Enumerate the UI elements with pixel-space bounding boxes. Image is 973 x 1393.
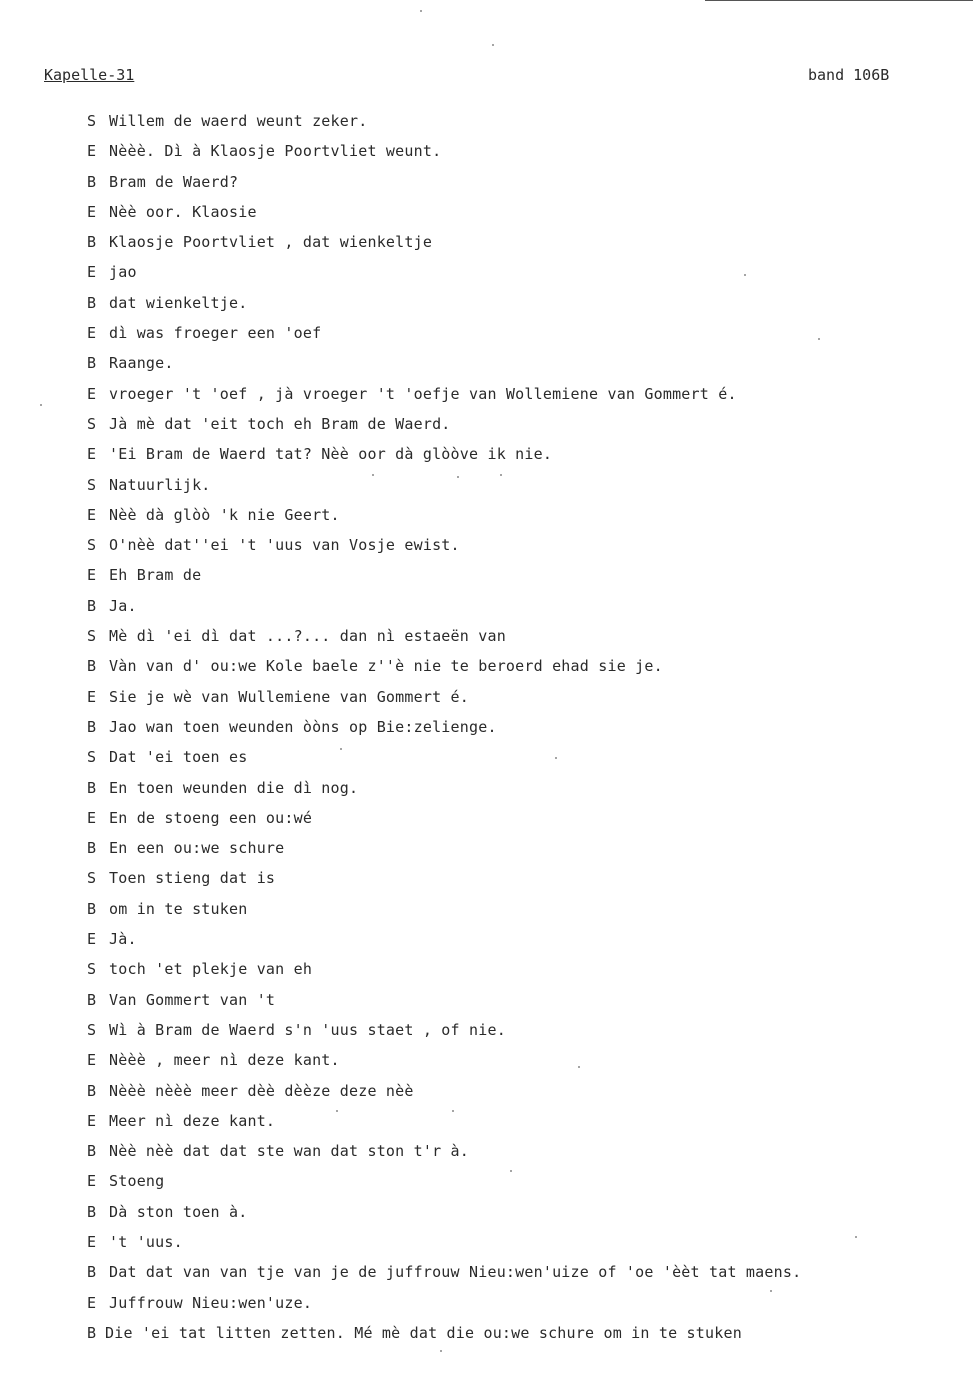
transcript-line <box>87 591 801 621</box>
speaker-label: S <box>87 869 97 888</box>
scan-speck <box>818 338 820 340</box>
utterance-text: Stoeng <box>109 1172 165 1191</box>
transcript-line <box>87 560 801 590</box>
speaker-label: B <box>87 657 97 676</box>
speaker-label: B <box>87 717 97 736</box>
speaker-label: S <box>87 1020 97 1039</box>
transcript-line <box>87 439 801 469</box>
speaker-label: E <box>87 324 97 343</box>
speaker-label: S <box>87 748 97 767</box>
scan-speck <box>770 1290 772 1292</box>
speaker-label: B <box>87 839 97 858</box>
speaker-label: B <box>87 172 97 191</box>
transcript-line <box>87 167 801 197</box>
speaker-label: S <box>87 627 97 646</box>
transcript-line <box>87 924 801 954</box>
utterance-text: Nèè nèè dat dat ste wan dat ston t'r à. <box>109 1142 469 1161</box>
speaker-label: S <box>87 536 97 555</box>
document-title: Kapelle-31 <box>44 66 135 84</box>
speaker-label: E <box>87 505 97 524</box>
transcript-line <box>87 682 801 712</box>
scan-speck <box>457 476 459 478</box>
scan-speck <box>340 748 342 750</box>
speaker-label: B <box>87 899 97 918</box>
utterance-text: 't 'uus. <box>109 1232 183 1251</box>
scan-speck <box>420 10 422 12</box>
utterance-text: Jà. <box>109 930 137 949</box>
utterance-text: Jao wan toen weunden òòns op Bie:zelienge. <box>109 717 497 736</box>
transcript-line <box>87 863 801 893</box>
transcript-line <box>87 1257 801 1287</box>
speaker-label: E <box>87 263 97 282</box>
utterance-text: Van Gommert van 't <box>109 990 276 1009</box>
scan-speck <box>855 1236 857 1238</box>
scan-speck <box>510 1170 512 1172</box>
utterance-text: Klaosje Poortvliet , dat wienkeltje <box>109 233 433 252</box>
utterance-text: Meer nì deze kant. <box>109 1111 276 1130</box>
transcript-line <box>87 833 801 863</box>
scan-speck <box>492 44 494 46</box>
speaker-label: E <box>87 384 97 403</box>
utterance-text: om in te stuken <box>109 899 248 918</box>
speaker-label: B <box>87 596 97 615</box>
speaker-label: S <box>87 475 97 494</box>
transcript-line <box>87 409 801 439</box>
utterance-text: Sie je wè van Wullemiene van Gommert é. <box>109 687 469 706</box>
utterance-text: Eh Bram de <box>109 566 202 585</box>
speaker-label: E <box>87 1111 97 1130</box>
speaker-label: B <box>87 778 97 797</box>
transcript-line <box>87 1197 801 1227</box>
speaker-label: E <box>87 1172 97 1191</box>
transcript-line <box>87 136 801 166</box>
transcript-line <box>87 197 801 227</box>
speaker-label: S <box>87 414 97 433</box>
transcript-line <box>87 712 801 742</box>
transcript-line <box>87 1076 801 1106</box>
utterance-text: Willem de waerd weunt zeker. <box>109 112 368 130</box>
speaker-label: E <box>87 142 97 161</box>
speaker-label: E <box>87 1293 97 1312</box>
transcript-line <box>87 1227 801 1257</box>
speaker-label: E <box>87 930 97 949</box>
speaker-label: S <box>87 960 97 979</box>
transcript-line <box>87 954 801 984</box>
utterance-text: En toen weunden die dì nog. <box>109 778 359 797</box>
scan-speck <box>500 474 502 476</box>
utterance-text: Ja. <box>109 596 137 615</box>
transcript-line <box>87 773 801 803</box>
transcript-line <box>87 500 801 530</box>
transcript-line <box>87 985 801 1015</box>
scan-speck <box>336 1110 338 1112</box>
transcript-line <box>87 1166 801 1196</box>
transcript-line <box>87 803 801 833</box>
speaker-label: S <box>87 112 97 130</box>
speaker-label: B <box>87 1263 97 1282</box>
speaker-label: E <box>87 687 97 706</box>
utterance-text: Nèè oor. Klaosie <box>109 202 257 221</box>
transcript-line <box>87 288 801 318</box>
utterance-text: dat wienkeltje. <box>109 293 248 312</box>
transcript-line <box>87 1106 801 1136</box>
utterance-text: Dat 'ei toen es <box>109 748 248 767</box>
scan-speck <box>578 1066 580 1068</box>
utterance-text: Dat dat van van tje van je de juffrouw Nieu:wen'uize of 'oe 'èèt tat maens. <box>109 1263 802 1282</box>
scan-speck <box>555 757 557 759</box>
speaker-label: E <box>87 566 97 585</box>
speaker-label: B <box>87 1202 97 1221</box>
speaker-label: B <box>87 990 97 1009</box>
band-label: band 106B <box>808 66 890 84</box>
utterance-text: En een ou:we schure <box>109 839 285 858</box>
utterance-text: O'nèè dat''ei 't 'uus van Vosje ewist. <box>109 536 460 555</box>
transcript-line <box>87 379 801 409</box>
speaker-label: E <box>87 202 97 221</box>
utterance-text: Wì à Bram de Waerd s'n 'uus staet , of nie. <box>109 1020 506 1039</box>
utterance-text: Natuurlijk. <box>109 475 211 494</box>
speaker-label: E <box>87 808 97 827</box>
transcript-line <box>87 470 801 500</box>
transcript-line <box>87 621 801 651</box>
speaker-label: B <box>87 293 97 312</box>
utterance-text: Dà ston toen à. <box>109 1202 248 1221</box>
transcript-line <box>87 227 801 257</box>
transcript-line <box>87 1318 801 1348</box>
transcript-line <box>87 1015 801 1045</box>
utterance-text: Bram de Waerd? <box>109 172 239 191</box>
utterance-text: Nèè dà glòò 'k nie Geert. <box>109 505 340 524</box>
speaker-label: E <box>87 445 97 464</box>
utterance-text: jao <box>109 263 137 282</box>
scan-speck <box>440 1350 442 1352</box>
speaker-label: B <box>87 1142 97 1161</box>
utterance-text: dì was froeger een 'oef <box>109 324 322 343</box>
transcript-line <box>87 894 801 924</box>
scan-speck <box>40 404 42 406</box>
transcript-line <box>87 1136 801 1166</box>
speaker-label: B <box>87 1323 97 1342</box>
transcript-lines <box>87 106 801 1348</box>
transcript-line <box>87 318 801 348</box>
transcript-line <box>87 106 801 136</box>
transcript-line <box>87 1288 801 1318</box>
speaker-label: B <box>87 233 97 252</box>
utterance-text: Die 'ei tat litten zetten. Mé mè dat die ou:we schure om in te stuken <box>105 1323 742 1342</box>
utterance-text: Vàn van d' ou:we Kole baele z''è nie te beroerd ehad sie je. <box>109 657 663 676</box>
utterance-text: Nèèè , meer nì deze kant. <box>109 1051 340 1070</box>
utterance-text: 'Ei Bram de Waerd tat? Nèè oor dà glòòve ik nie. <box>109 445 553 464</box>
utterance-text: Jà mè dat 'eit toch eh Bram de Waerd. <box>109 414 451 433</box>
scan-speck <box>744 274 746 276</box>
speaker-label: B <box>87 1081 97 1100</box>
utterance-text: vroeger 't 'oef , jà vroeger 't 'oefje van Wollemiene van Gommert é. <box>109 384 737 403</box>
transcript-line <box>87 530 801 560</box>
utterance-text: Nèèè. Dì à Klaosje Poortvliet weunt. <box>109 142 442 161</box>
speaker-label: E <box>87 1051 97 1070</box>
transcript-line <box>87 742 801 772</box>
utterance-text: Nèèè nèèè meer dèè dèèze deze nèè <box>109 1081 414 1100</box>
utterance-text: En de stoeng een ou:wé <box>109 808 313 827</box>
utterance-text: toch 'et plekje van eh <box>109 960 313 979</box>
utterance-text: Mè dì 'ei dì dat ...?... dan nì estaeën van <box>109 627 506 646</box>
speaker-label: B <box>87 354 97 373</box>
scan-speck <box>372 474 374 476</box>
transcript-line <box>87 1045 801 1075</box>
utterance-text: Juffrouw Nieu:wen'uze. <box>109 1293 313 1312</box>
scan-speck <box>452 1110 454 1112</box>
transcript-line <box>87 257 801 287</box>
transcript-line <box>87 348 801 378</box>
utterance-text: Toen stieng dat is <box>109 869 276 888</box>
transcript-line <box>87 651 801 681</box>
top-rule <box>705 0 973 1</box>
speaker-label: E <box>87 1232 97 1251</box>
utterance-text: Raange. <box>109 354 174 373</box>
